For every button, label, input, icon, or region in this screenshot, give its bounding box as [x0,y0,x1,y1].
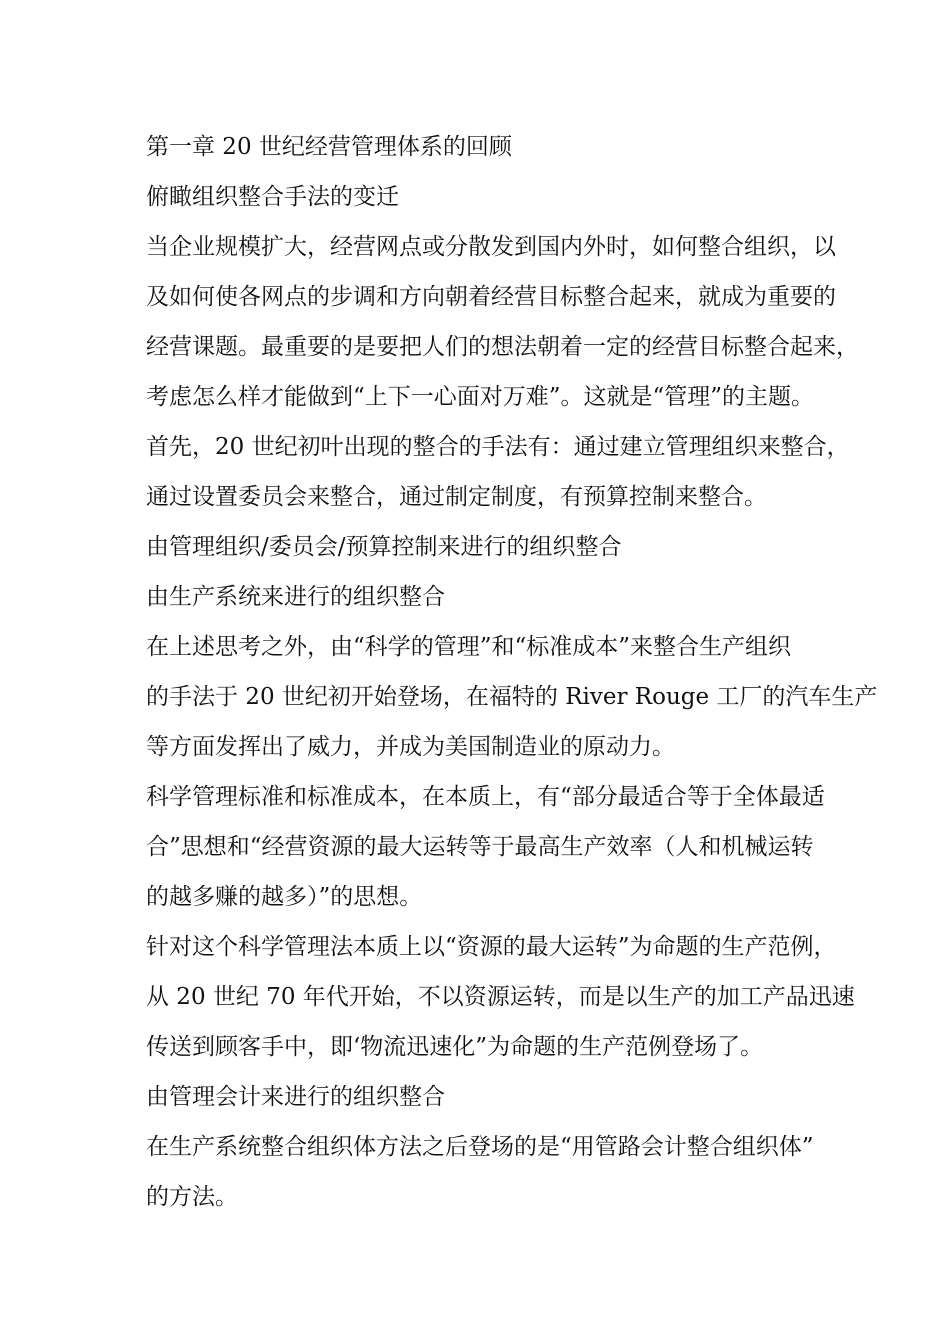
paragraph-line: 等方面发挥出了威力，并成为美国制造业的原动力。 [146,734,675,760]
paragraph-line: 经营课题。最重要的是要把人们的想法朝着一定的经营目标整合起来， [146,334,859,360]
paragraph-line: 从 20 世纪 70 年代开始，不以资源运转，而是以生产的加工产品迅速 [146,984,855,1010]
section-heading: 由生产系统来进行的组织整合 [146,584,445,610]
paragraph-line: 合”思想和“经营资源的最大运转等于最高生产效率（人和机械运转 [146,834,814,860]
chapter-title: 第一章 20 世纪经营管理体系的回顾 [146,134,512,160]
paragraph-line: 考虑怎么样才能做到“上下一心面对万难”。这就是“管理”的主题。 [146,384,815,410]
paragraph-line: 及如何使各网点的步调和方向朝着经营目标整合起来，就成为重要的 [146,284,836,310]
paragraph-line: 的越多赚的越多）”的思想。 [146,884,423,910]
section-heading: 俯瞰组织整合手法的变迁 [146,184,399,210]
paragraph-line: 在生产系统整合组织体方法之后登场的是“用管路会计整合组织体” [146,1134,814,1160]
paragraph-line: 首先，20 世纪初叶出现的整合的手法有：通过建立管理组织来整合， [146,434,850,460]
document-page [146,122,891,1222]
paragraph-line: 在上述思考之外，由“科学的管理”和“标准成本”来整合生产组织 [146,634,792,660]
paragraph-line: 传送到顾客手中，即‘物流迅速化”为命题的生产范例登场了。 [146,1034,764,1060]
paragraph-line: 当企业规模扩大，经营网点或分散发到国内外时，如何整合组织，以 [146,234,836,260]
paragraph-line: 的手法于 20 世纪初开始登场，在福特的 River Rouge 工厂的汽车生产 [146,684,878,710]
paragraph-line: 科学管理标准和标准成本，在本质上，有“部分最适合等于全体最适 [146,784,825,810]
paragraph-line: 的方法。 [146,1184,238,1210]
section-heading: 由管理会计来进行的组织整合 [146,1084,445,1110]
paragraph-line: 针对这个科学管理法本质上以“资源的最大运转”为命题的生产范例， [146,934,837,960]
section-heading: 由管理组织/委员会/预算控制来进行的组织整合 [146,534,622,560]
paragraph-line: 通过设置委员会来整合，通过制定制度，有预算控制来整合。 [146,484,767,510]
